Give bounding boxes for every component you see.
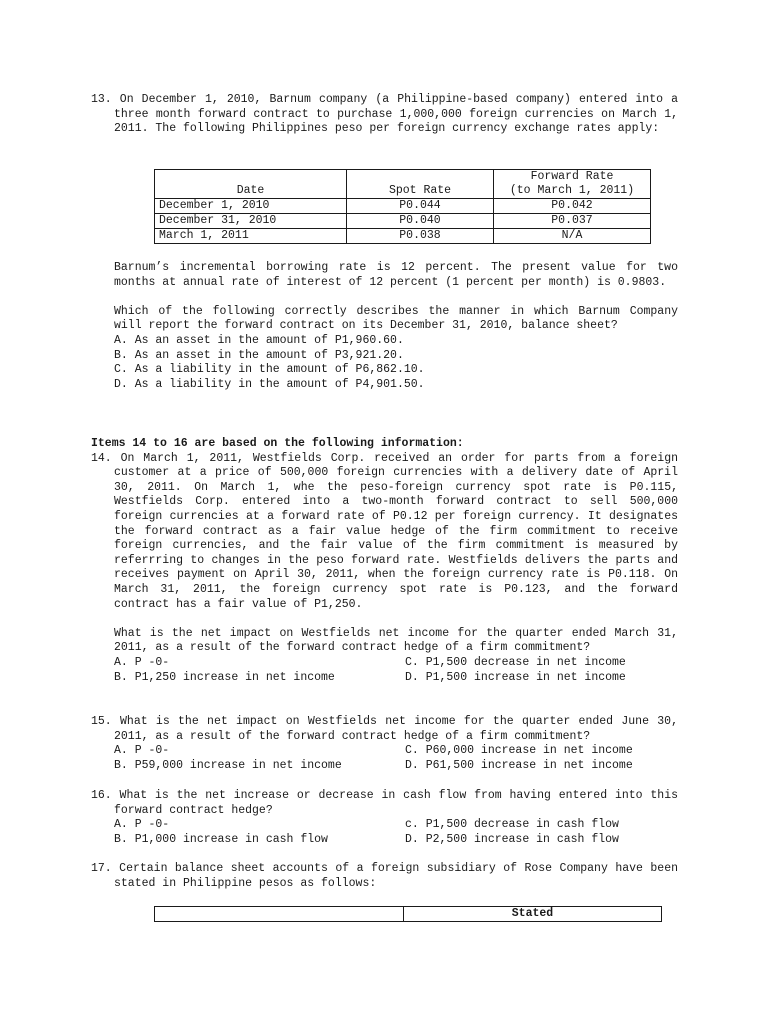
q14-option-b[interactable]: B. P1,250 increase in net income (114, 670, 335, 684)
forward-rate-line1: Forward Rate (530, 170, 614, 183)
q16-option-a[interactable]: A. P -0- (114, 818, 170, 832)
table-row (155, 199, 651, 214)
forward-rate-line2: (to March 1, 2011) (509, 184, 635, 197)
q13-option-c[interactable]: C. As a liability in the amount of P6,862.10. (114, 363, 425, 377)
cell-spot: P0.040 (347, 214, 494, 229)
cell-forward: P0.037 (494, 214, 651, 229)
cell-spot: P0.038 (347, 229, 494, 244)
cell-spot: P0.044 (347, 199, 494, 214)
q16-option-d[interactable]: D. P2,500 increase in cash flow (405, 832, 619, 846)
q13-option-a[interactable]: A. As an asset in the amount of P1,960.60. (114, 333, 404, 347)
exchange-rate-table (154, 169, 651, 244)
q13-option-b[interactable]: B. As an asset in the amount of P3,921.20. (114, 348, 404, 362)
q14-option-a[interactable]: A. P -0- (114, 655, 170, 669)
q15-stem: 15. What is the net impact on Westfields net income for the quarter ended June 30, 2011, as a result of the forward contract hedge of a firm commitment? (91, 715, 678, 743)
items-heading: Items 14 to 16 are based on the following information: (91, 437, 464, 450)
question-14 (91, 437, 678, 685)
cell-date: March 1, 2011 (155, 229, 347, 244)
q15-option-d[interactable]: D. P61,500 increase in net income (405, 758, 633, 772)
q13-option-d[interactable]: D. As a liability in the amount of P4,901.50. (114, 377, 425, 391)
q13-question: Which of the following correctly describes the manner in which Barnum Company will report the forward contract on its December 31, 2010, balance sheet? (114, 304, 678, 333)
q15-option-b[interactable]: B. P59,000 increase in net income (114, 758, 342, 772)
q15-option-a[interactable]: A. P -0- (114, 744, 170, 758)
cell-forward: P0.042 (494, 199, 651, 214)
q14-question: What is the net impact on Westfields net income for the quarter ended March 31, 2011, as a result of the forward contract hedge of a firm commitment? (114, 626, 678, 655)
question-16 (91, 789, 678, 847)
cell-forward: N/A (494, 229, 651, 244)
table-row (155, 214, 651, 229)
col-header-stated: Stated (404, 907, 662, 922)
col-header-spot-rate: Spot Rate (347, 170, 494, 199)
table-row (155, 229, 651, 244)
question-15 (91, 715, 678, 773)
q16-stem: 16. What is the net increase or decrease in cash flow from having entered into this forward contract hedge? (91, 789, 678, 817)
cell-date: December 31, 2010 (155, 214, 347, 229)
q16-option-c[interactable]: c. P1,500 decrease in cash flow (405, 818, 619, 832)
col-header-forward-rate (494, 170, 651, 199)
table-header-row (155, 907, 662, 922)
cell-blank (155, 907, 404, 922)
q14-stem: 14. On March 1, 2011, Westfields Corp. received an order for parts from a foreign customer at a price of 500,000 foreign currencies with a delivery date of April 30, 2011. On March 1, whe the peso-foreign currency spot rate is P0.115, Westfields Corp. entered into a two-month forward contract to sell 500,000 foreign currencies at a forward rate of P0.12 per foreign currency. It designates the forward contract as a fair value hedge of the firm commitment to receive foreign currencies, and the fair value of the firm commitment is measured by referrring to changes in the peso forward rate. Westfields delivers the parts and receives payment on April 30, 2011, when the foreign currency rate is P0.118. On March 31, 2011, the foreign currency spot rate is P0.123, and the forward contract has a fair value of P1,250. (91, 451, 678, 611)
q13-stem: 13. On December 1, 2010, Barnum company (a Philippine-based company) entered into a three month forward contract to purchase 1,000,000 foreign currencies on March 1, 2011. The following Philippines peso per foreign currency exchange rates apply: (91, 93, 678, 136)
stated-balances-table (154, 906, 662, 922)
col-header-date: Date (155, 170, 347, 199)
table-header-row (155, 170, 651, 199)
q16-option-b[interactable]: B. P1,000 increase in cash flow (114, 832, 328, 846)
q15-option-c[interactable]: C. P60,000 increase in net income (405, 744, 633, 758)
question-17 (91, 862, 678, 891)
q14-option-d[interactable]: D. P1,500 increase in net income (405, 670, 626, 684)
question-13 (91, 93, 678, 137)
q17-stem: 17. Certain balance sheet accounts of a foreign subsidiary of Rose Company have been stated in Philippine pesos as follows: (91, 862, 678, 890)
cell-date: December 1, 2010 (155, 199, 347, 214)
q14-option-c[interactable]: C. P1,500 decrease in net income (405, 655, 626, 669)
q13-info: Barnum’s incremental borrowing rate is 12 percent. The present value for two months at annual rate of interest of 12 percent (1 percent per month) is 0.9803. (114, 261, 678, 289)
question-13-body (91, 261, 678, 392)
